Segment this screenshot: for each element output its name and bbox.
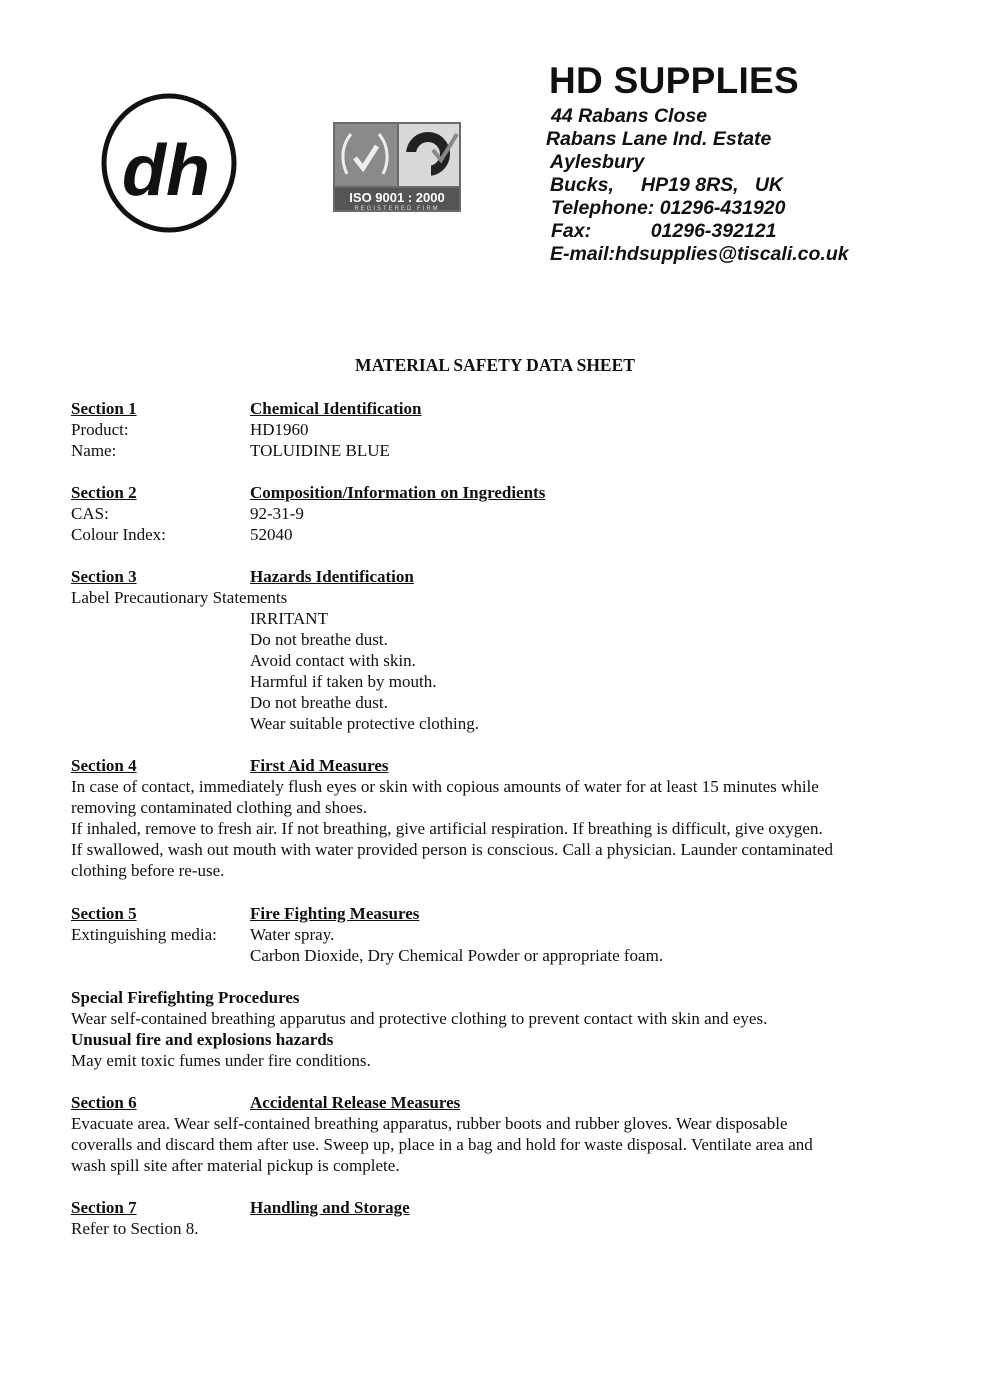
extinguishing-media-value: Carbon Dioxide, Dry Chemical Powder or appropriate foam. bbox=[250, 946, 664, 965]
unusual-hazards-heading: Unusual fire and explosions hazards bbox=[71, 1030, 334, 1049]
section-1-label: Section 1 bbox=[71, 399, 137, 418]
svg-text:dh: dh bbox=[122, 131, 210, 211]
hd-logo bbox=[100, 92, 238, 234]
first-aid-line: In case of contact, immediately flush eyes or skin with copious amounts of water for at least 15 minutes while bbox=[71, 777, 819, 796]
section-7-heading: Handling and Storage bbox=[250, 1198, 410, 1217]
colour-index-label: Colour Index: bbox=[71, 525, 166, 544]
section-3-label: Section 3 bbox=[71, 567, 137, 586]
release-measures-line: wash spill site after material pickup is complete. bbox=[71, 1156, 400, 1175]
product-value: HD1960 bbox=[250, 420, 309, 439]
section-5-heading: Fire Fighting Measures bbox=[250, 904, 420, 923]
release-measures-line: coveralls and discard them after use. Sweep up, place in a bag and hold for waste disposal. Ventilate area and bbox=[71, 1135, 813, 1154]
handling-storage-text: Refer to Section 8. bbox=[71, 1219, 199, 1238]
name-value: TOLUIDINE BLUE bbox=[250, 441, 390, 460]
address-line-4: Bucks, HP19 8RS, UK bbox=[550, 174, 784, 196]
section-6-label: Section 6 bbox=[71, 1093, 137, 1112]
address-line-1: 44 Rabans Close bbox=[551, 105, 708, 127]
release-measures-line: Evacuate area. Wear self-contained breathing apparatus, rubber boots and rubber gloves. Wear disposable bbox=[71, 1114, 788, 1133]
first-aid-line: removing contaminated clothing and shoes. bbox=[71, 798, 368, 817]
first-aid-line: If inhaled, remove to fresh air. If not breathing, give artificial respiration. If breathing is difficult, give oxygen. bbox=[71, 819, 823, 838]
fax: Fax: 01296-392121 bbox=[551, 220, 777, 242]
precaution-statement: Do not breathe dust. bbox=[250, 630, 388, 649]
document-title: MATERIAL SAFETY DATA SHEET bbox=[355, 355, 635, 375]
section-5-label: Section 5 bbox=[71, 904, 137, 923]
precaution-statement: Harmful if taken by mouth. bbox=[250, 672, 437, 691]
section-4-label: Section 4 bbox=[71, 756, 137, 775]
section-3-heading: Hazards Identification bbox=[250, 567, 414, 586]
svg-text:REGISTERED FIRM: REGISTERED FIRM bbox=[354, 206, 440, 212]
precaution-statement: IRRITANT bbox=[250, 609, 328, 628]
cas-label: CAS: bbox=[71, 504, 109, 523]
telephone: Telephone: 01296-431920 bbox=[551, 197, 786, 219]
precaution-statement: Avoid contact with skin. bbox=[250, 651, 416, 670]
section-2-heading: Composition/Information on Ingredients bbox=[250, 483, 546, 502]
iso-badge bbox=[333, 122, 461, 212]
first-aid-line: If swallowed, wash out mouth with water provided person is conscious. Call a physician. Launder contaminated bbox=[71, 840, 833, 859]
section-7-label: Section 7 bbox=[71, 1198, 137, 1217]
svg-text:ISO 9001 : 2000: ISO 9001 : 2000 bbox=[349, 190, 445, 205]
precaution-statement: Do not breathe dust. bbox=[250, 693, 388, 712]
product-label: Product: bbox=[71, 420, 129, 439]
email: E-mail:hdsupplies@tiscali.co.uk bbox=[550, 243, 849, 265]
extinguishing-media-label: Extinguishing media: bbox=[71, 925, 217, 944]
section-2-label: Section 2 bbox=[71, 483, 137, 502]
address-line-2: Rabans Lane Ind. Estate bbox=[546, 128, 772, 150]
special-procedures-text: Wear self-contained breathing apparutus and protective clothing to prevent contact with skin and eyes. bbox=[71, 1009, 768, 1028]
extinguishing-media-value: Water spray. bbox=[250, 925, 335, 944]
cas-value: 92-31-9 bbox=[250, 504, 304, 523]
unusual-hazards-text: May emit toxic fumes under fire conditions. bbox=[71, 1051, 371, 1070]
name-label: Name: bbox=[71, 441, 117, 460]
colour-index-value: 52040 bbox=[250, 525, 293, 544]
section-4-heading: First Aid Measures bbox=[250, 756, 389, 775]
section-6-heading: Accidental Release Measures bbox=[250, 1093, 461, 1112]
special-procedures-heading: Special Firefighting Procedures bbox=[71, 988, 300, 1007]
first-aid-line: clothing before re-use. bbox=[71, 861, 225, 880]
address-line-3: Aylesbury bbox=[550, 151, 645, 173]
section-1-heading: Chemical Identification bbox=[250, 399, 422, 418]
precaution-statement: Wear suitable protective clothing. bbox=[250, 714, 479, 733]
company-name: HD SUPPLIES bbox=[549, 60, 800, 101]
precautionary-intro: Label Precautionary Statements bbox=[71, 588, 288, 607]
